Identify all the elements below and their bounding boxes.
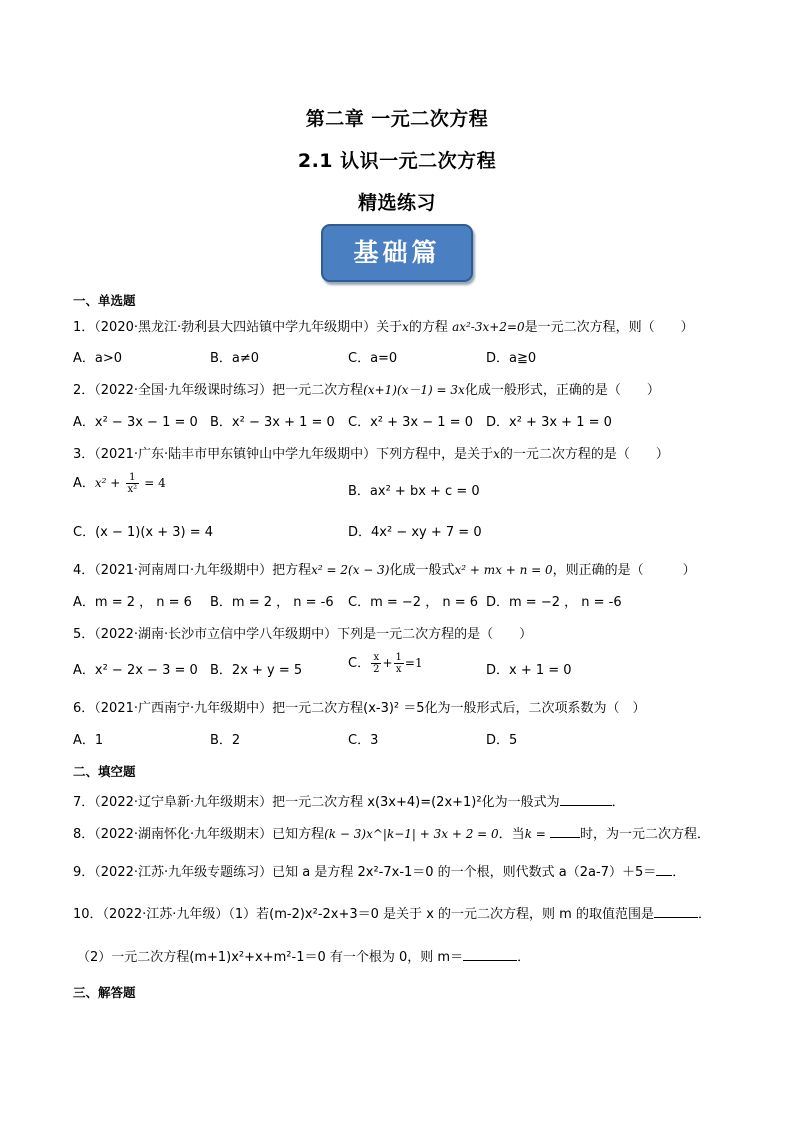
section-heading-fill-blank: 二、填空题 bbox=[73, 764, 136, 779]
q10-part2-pre: （2）一元二次方程(m+1)x²+x+m²-1＝0 有一个根为 0，则 m＝ bbox=[77, 950, 464, 965]
q8-post: 时，为一元二次方程． bbox=[579, 827, 710, 842]
q6-option-c[interactable]: C．3 bbox=[348, 733, 379, 748]
section-heading-single-choice: 一、单选题 bbox=[73, 293, 136, 308]
q3-option-a-fraction bbox=[126, 472, 140, 495]
q1-option-a[interactable]: A．a>0 bbox=[73, 351, 123, 366]
q3-option-b[interactable]: B．ax² + bx + c = 0 bbox=[348, 484, 480, 499]
q8-k: k = bbox=[524, 827, 546, 841]
q8-answer-blank[interactable] bbox=[550, 825, 580, 838]
q8-pre: 8．（2022·湖南怀化·九年级期末）已知方程 bbox=[73, 827, 325, 842]
q1-option-b[interactable]: B．a≠0 bbox=[210, 351, 260, 366]
q4-option-d[interactable]: D．m = −2 ， n = -6 bbox=[486, 595, 622, 610]
q7-answer-blank[interactable] bbox=[560, 793, 612, 806]
q4-mid: 化成一般式 bbox=[389, 563, 455, 578]
q9-post: ． bbox=[672, 865, 686, 880]
q5-option-c-plus: + bbox=[382, 656, 393, 670]
q2-option-b[interactable]: B．x² − 3x + 1 = 0 bbox=[210, 415, 335, 430]
q5-option-c-fraction-1 bbox=[371, 652, 381, 675]
q10-post: ． bbox=[697, 907, 711, 922]
q5-fraction-2-denominator: x bbox=[395, 664, 402, 675]
q4-option-a[interactable]: A．m = 2 ， n = 6 bbox=[73, 595, 192, 610]
q5-option-c-fraction-2 bbox=[394, 652, 404, 675]
question-2 bbox=[73, 379, 660, 398]
question-7 bbox=[73, 791, 625, 810]
q2-equation: (x+1)(x－1) = 3x bbox=[363, 383, 465, 397]
q10-answer-blank-2[interactable] bbox=[463, 948, 517, 961]
q5-option-c-label: C． bbox=[348, 656, 371, 671]
q1-equation: ax²-3x+2=0 bbox=[452, 320, 525, 334]
question-9 bbox=[73, 861, 685, 880]
q1-post: 是一元二次方程，则（ ） bbox=[524, 320, 694, 335]
question-10 bbox=[73, 903, 711, 922]
q2-option-d[interactable]: D．x² + 3x + 1 = 0 bbox=[486, 415, 612, 430]
q10-pre: 10．（2022·江苏·九年级）（1）若(m-2)x²-2x+3＝0 是关于 x 的一元二次方程，则 m 的取值范围是 bbox=[73, 907, 654, 922]
q4-option-c[interactable]: C．m = −2 ， n = 6 bbox=[348, 595, 478, 610]
question-6: 6．（2021·广西南宁·九年级期中）把一元二次方程(x-3)² ＝5化为一般形式后，二次项系数为（ ） bbox=[73, 701, 646, 716]
question-5: 5．（2022·湖南·长沙市立信中学八年级期中）下列是一元二次方程的是（ ） bbox=[73, 627, 533, 642]
subtitle: 精选练习 bbox=[357, 192, 436, 214]
q2-option-c[interactable]: C．x² + 3x − 1 = 0 bbox=[348, 415, 473, 430]
q3-post: 的一元二次方程的是（ ） bbox=[499, 447, 669, 462]
q3-pre: 3．（2021·广东·陆丰市甲东镇钟山中学九年级期中）下列方程中，是关于 bbox=[73, 447, 494, 462]
q5-option-c[interactable] bbox=[348, 652, 423, 675]
q9-answer-blank[interactable] bbox=[656, 863, 672, 876]
q5-fraction-1-denominator: 2 bbox=[373, 664, 380, 675]
q2-option-a[interactable]: A．x² − 3x − 1 = 0 bbox=[73, 415, 198, 430]
q10-part2-post: ． bbox=[517, 950, 531, 965]
q5-option-d[interactable]: D．x + 1 = 0 bbox=[486, 663, 572, 678]
q4-post: ，则正确的是（ ） bbox=[552, 563, 696, 578]
q2-pre: 2．（2022·全国·九年级课时练习）把一元二次方程 bbox=[73, 383, 364, 398]
q5-fraction-1-numerator: x bbox=[371, 652, 381, 664]
q10-answer-blank-1[interactable] bbox=[654, 905, 698, 918]
chapter-title: 第二章 一元二次方程 bbox=[305, 108, 489, 130]
q3-option-d[interactable]: D．4x² − xy + 7 = 0 bbox=[348, 525, 482, 540]
q1-mid: 的方程 bbox=[408, 320, 448, 335]
q4-equation-2: x² + mx + n = 0 bbox=[454, 563, 553, 577]
q8-mid: ．当 bbox=[498, 827, 525, 842]
q6-option-d[interactable]: D．5 bbox=[486, 733, 518, 748]
q7-pre: 7．（2022·辽宁阜新·九年级期末）把一元二次方程 x(3x+4)=(2x+1)²化为一般式为 bbox=[73, 795, 560, 810]
q4-pre: 4．（2021·河南周口·九年级期中）把方程 bbox=[73, 563, 312, 578]
q6-option-b[interactable]: B．2 bbox=[210, 733, 241, 748]
question-10-part-2 bbox=[77, 946, 530, 965]
question-3 bbox=[73, 443, 669, 462]
question-1 bbox=[73, 316, 694, 335]
q1-var: x bbox=[402, 320, 409, 334]
q3-option-c[interactable]: C．(x − 1)(x + 3) = 4 bbox=[73, 525, 214, 540]
q3-option-a-term: x² + bbox=[94, 476, 121, 490]
q1-option-d[interactable]: D．a≧0 bbox=[486, 351, 537, 366]
q4-equation-1: x² = 2(x − 3) bbox=[311, 563, 390, 577]
q5-option-a[interactable]: A．x² − 2x − 3 = 0 bbox=[73, 663, 198, 678]
section-heading-solutions: 三、解答题 bbox=[73, 985, 136, 1000]
q5-option-c-rhs: =1 bbox=[404, 656, 423, 670]
q5-option-b[interactable]: B．2x + y = 5 bbox=[210, 663, 303, 678]
q1-option-c[interactable]: C．a=0 bbox=[348, 351, 398, 366]
section-title: 2.1 认识一元二次方程 bbox=[297, 150, 497, 172]
q6-option-a[interactable]: A．1 bbox=[73, 733, 104, 748]
question-8 bbox=[73, 823, 710, 842]
q4-option-b[interactable]: B．m = 2 ， n = -6 bbox=[210, 595, 334, 610]
q7-post: ． bbox=[611, 795, 625, 810]
q3-option-a-label: A． bbox=[73, 476, 95, 491]
q8-equation: (k − 3)x^|k−1| + 3x + 2 = 0 bbox=[324, 827, 499, 841]
q3-option-a[interactable] bbox=[73, 472, 166, 495]
q1-pre: 1．（2020·黑龙江·勃利县大四站镇中学九年级期中）关于 bbox=[73, 320, 403, 335]
q3-var: x bbox=[493, 447, 500, 461]
q3-option-a-rhs: = 4 bbox=[144, 476, 166, 490]
q3-fraction-denominator: x² bbox=[127, 484, 138, 495]
level-badge: 基础篇 bbox=[321, 224, 473, 282]
q3-fraction-numerator: 1 bbox=[126, 472, 140, 484]
q9-pre: 9．（2022·江苏·九年级专题练习）已知 a 是方程 2x²-7x-1＝0 的一个根，则代数式 a（2a-7）＋5＝ bbox=[73, 865, 657, 880]
q2-post: 化成一般形式，正确的是（ ） bbox=[464, 383, 660, 398]
q5-fraction-2-numerator: 1 bbox=[395, 652, 402, 663]
question-4 bbox=[73, 559, 696, 578]
